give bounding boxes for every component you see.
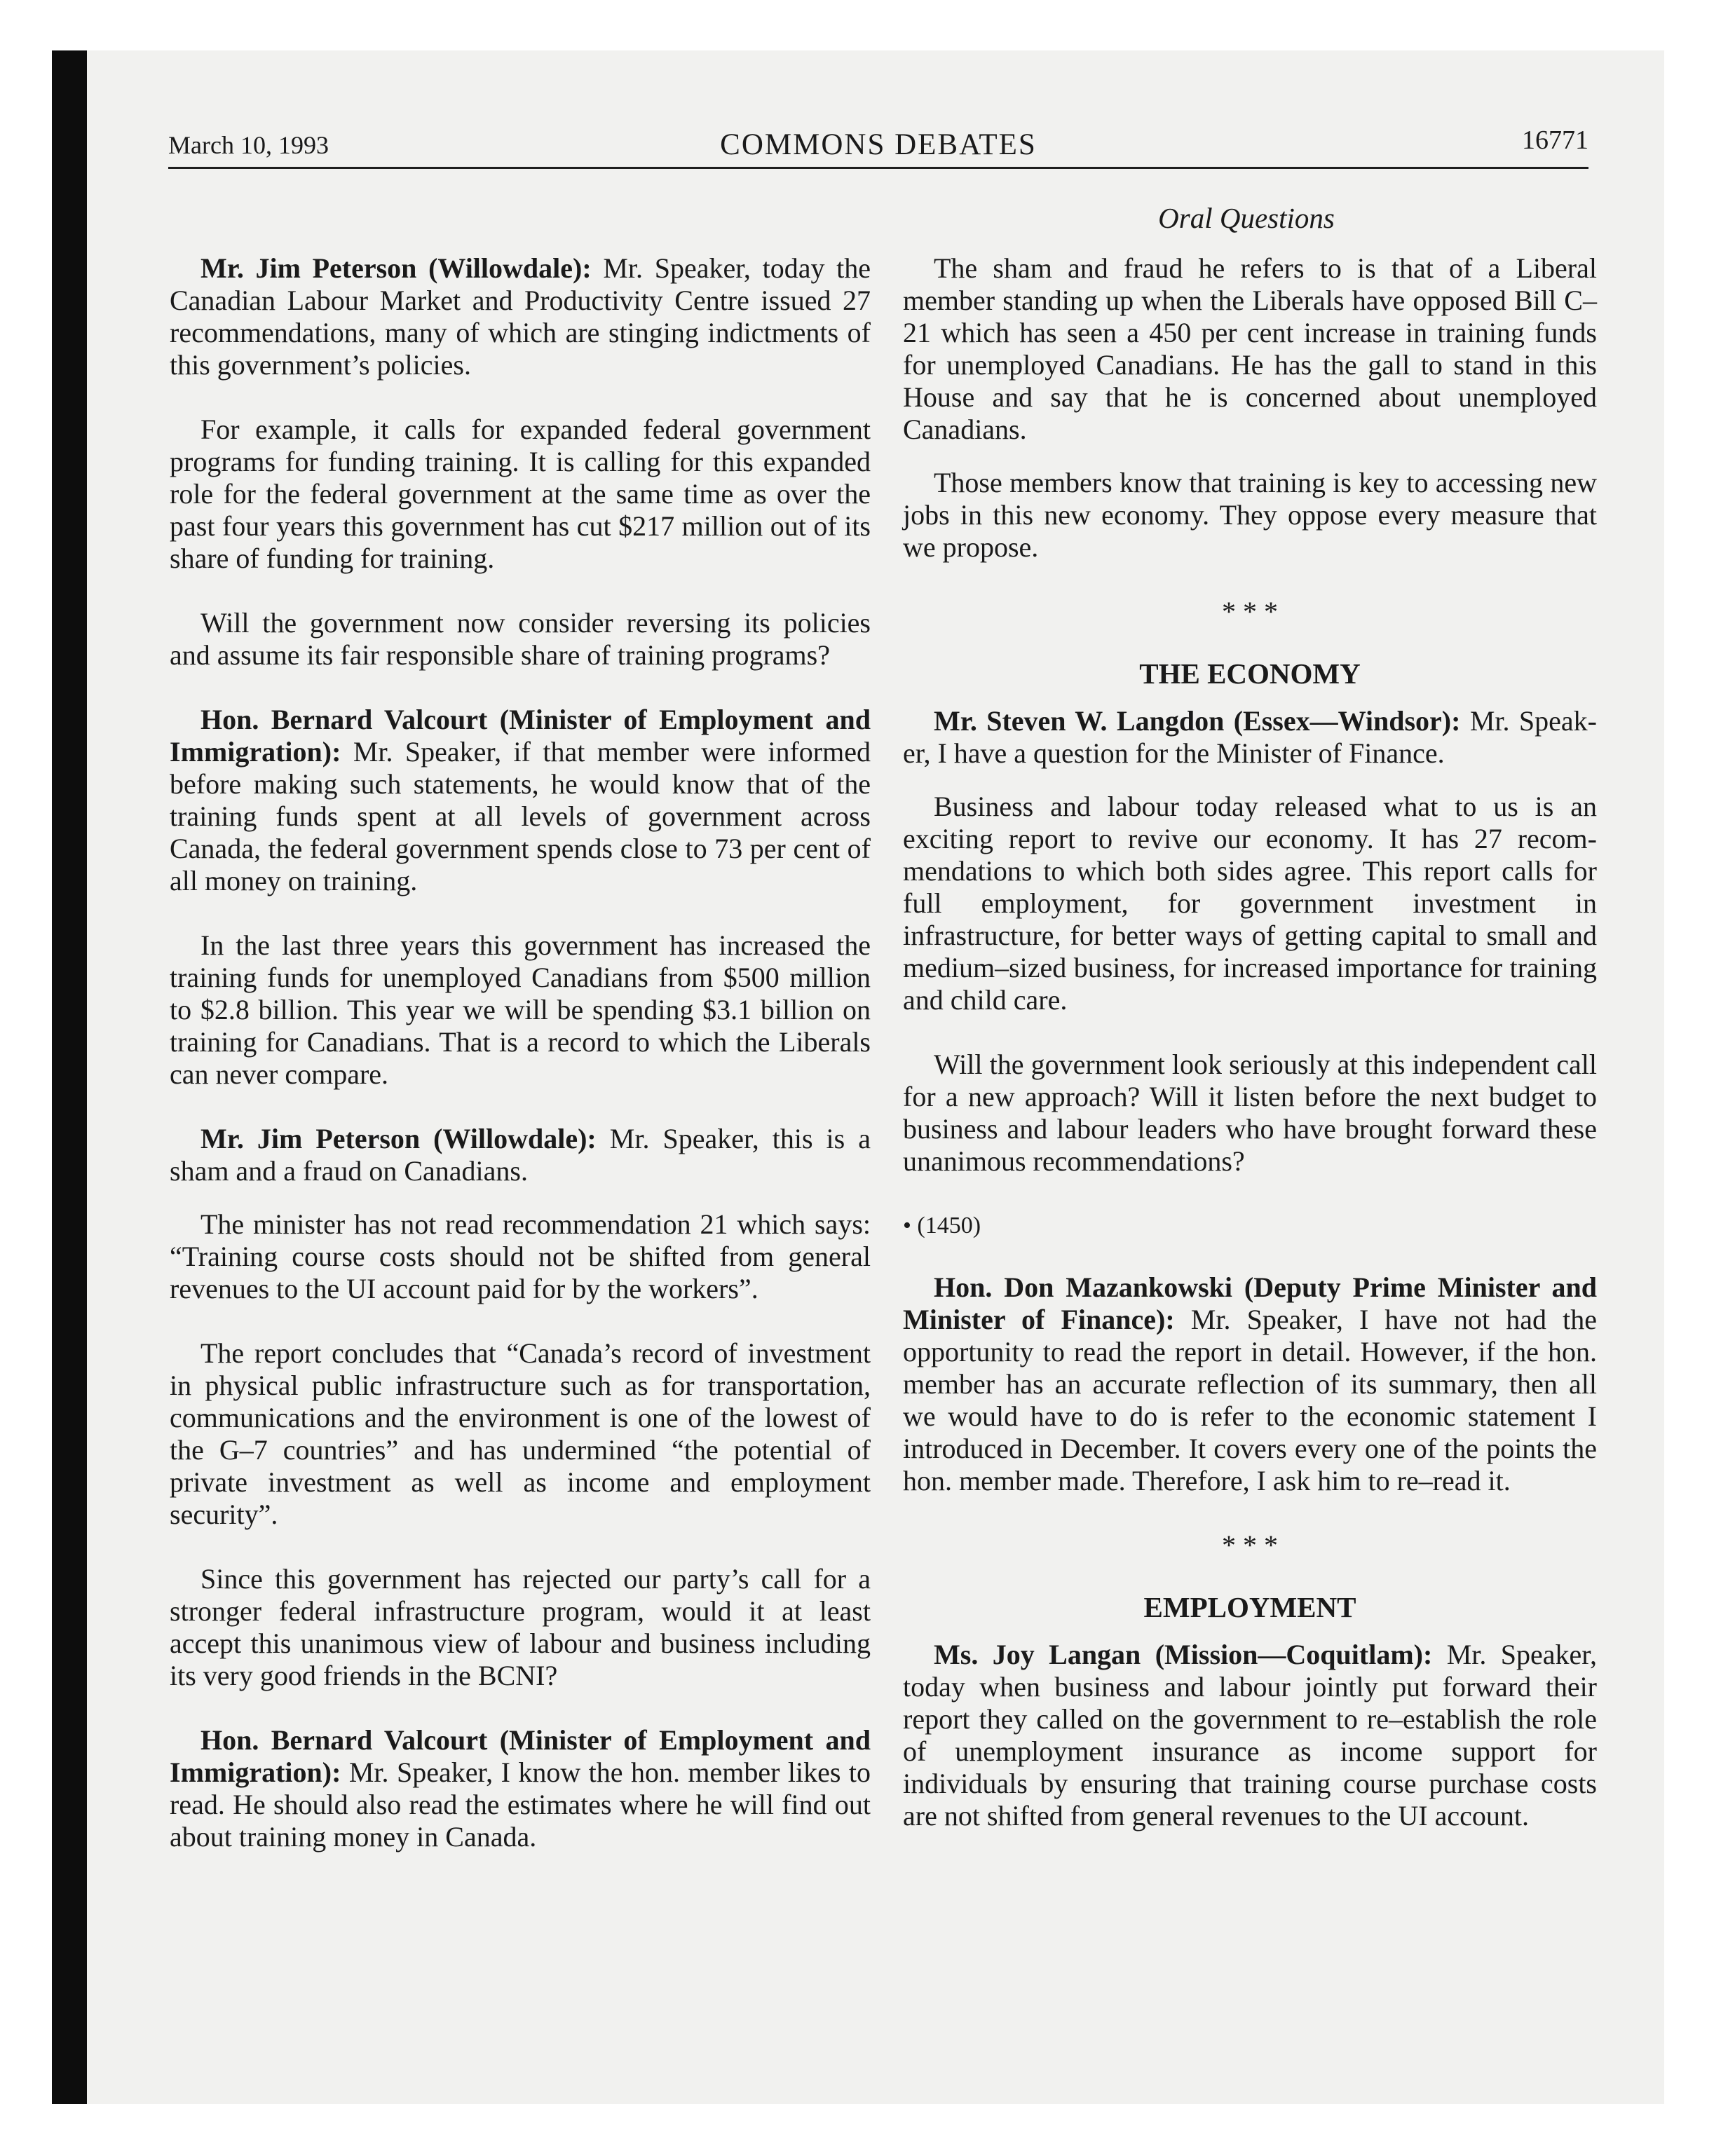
paragraph-text: Business and labour today released what to us is an exciting report to revive our economy. It has 27 recommendations to which both sides agree. This report calls for full employment, for government investment in infrastructure, for better ways of getting capital to small and medium–sized business, for increased importance for training and child care. xyxy=(903,791,1597,1016)
running-header xyxy=(168,125,1588,167)
paragraph-text: The report concludes that “Canada’s record of investment in physical public infrastructure such as for transportation, communications and the environment is one of the lowest of the G–7 countries” and has undermined “the potential of private investment as well as income and employment security”. xyxy=(170,1337,871,1530)
paragraph-text: Mr. Speaker, today the Canadian Labour Market and Productivity Centre issued 27 recommendations, many of which are stinging indictments of this government’s policies. xyxy=(170,252,871,381)
paragraph xyxy=(903,252,1597,446)
section-heading: THE ECONOMY xyxy=(1139,657,1361,690)
paragraph-text: Mr. Speaker, I have a question for the Minister of Finance. xyxy=(903,705,1597,769)
speaker-name: Mr. Jim Peterson (Willowdale): xyxy=(200,1123,597,1154)
paragraph xyxy=(903,705,1597,770)
header-title: COMMONS DEBATES xyxy=(720,128,1037,161)
paragraph-text: Mr. Speaker, this is a sham and a fraud on Canadians. xyxy=(170,1123,871,1187)
header-rule xyxy=(168,167,1588,169)
paragraph-text: Those members know that training is key to accessing new jobs in this new economy. They oppose every measure that we propose. xyxy=(903,467,1597,563)
paragraph-text: The minister has not read recommendation 21 which says: “Training course costs should not be shifted from general revenues to the UI account paid for by the workers”. xyxy=(170,1208,871,1304)
paragraph-text: Mr. Speaker, today when business and labour jointly put forward their report they called on the government to re–establish the role of unemployment insurance as income support for individuals by ensuring that training course purchase costs are not shifted from general revenues to the UI account. xyxy=(903,1639,1597,1831)
paragraph xyxy=(170,1208,871,1305)
section-label: Oral Questions xyxy=(1158,202,1335,234)
speaker-name: Mr. Jim Peterson (Willowdale): xyxy=(200,252,592,284)
time-marker: • (1450) xyxy=(903,1213,981,1239)
paragraph xyxy=(170,1337,871,1531)
paragraph-text: Since this government has rejected our party’s call for a stronger federal infrastructure program, would it at least accept this unanimous view of labour and business including its very good friends in the BCNI? xyxy=(170,1563,871,1691)
paragraph xyxy=(170,1563,871,1692)
header-date: March 10, 1993 xyxy=(168,131,329,159)
paragraph xyxy=(170,1724,871,1853)
paragraph xyxy=(170,414,871,575)
paragraph xyxy=(170,1123,871,1187)
page-number: 16771 xyxy=(1522,125,1588,155)
section-separator: * * * xyxy=(1222,1529,1278,1561)
paragraph-text: For example, it calls for expanded federal government programs for funding training. It is calling for this expanded role for the federal government at the same time as over the past four years this government has cut $217 million out of its share of funding for training. xyxy=(170,414,871,574)
paragraph xyxy=(170,929,871,1091)
speaker-name: Ms. Joy Langan (Mission—Coquitlam): xyxy=(934,1639,1433,1670)
paragraph xyxy=(903,791,1597,1016)
paragraph xyxy=(903,1271,1597,1497)
speaker-name: Hon. Bernard Valcourt (Minister of Employment and Immigration): xyxy=(170,704,871,767)
speaker-name: Hon. Don Mazankowski (Deputy Prime Minister and Minister of Finance): xyxy=(903,1271,1597,1335)
paragraph-text: Mr. Speaker, I have not had the opportunity to read the report in detail. However, if the hon. member has an accurate reflection of its summary, then all we would have to do is refer to the economic statement I introduced in December. It covers every one of the points the hon. member made. Therefore, I ask him to re–read it. xyxy=(903,1304,1597,1496)
section-heading: EMPLOYMENT xyxy=(1143,1591,1356,1623)
scan-border xyxy=(52,50,87,2104)
paragraph-text: Mr. Speaker, I know the hon. member likes to read. He should also read the estimates where he will find out about training money in Canada. xyxy=(170,1756,871,1853)
speaker-name: Hon. Bernard Valcourt (Minister of Employment and Immigration): xyxy=(170,1724,871,1788)
paragraph-text: Will the government look seriously at this independent call for a new approach? Will it listen before the next budget to business and labour leaders who have brought forward these unanimous recommendations? xyxy=(903,1049,1597,1177)
speaker-name: Mr. Steven W. Langdon (Essex—Windsor): xyxy=(934,705,1461,737)
paragraph xyxy=(903,467,1597,564)
paragraph xyxy=(170,607,871,671)
paragraph xyxy=(903,1049,1597,1178)
paragraph-text: In the last three years this government has increased the training funds for unemployed Canadians from $500 million to $2.8 billion. This year we will be spending $3.1 billion on training for Canadians. That is a record to which the Liberals can never compare. xyxy=(170,929,871,1090)
paragraph-text: The sham and fraud he refers to is that of a Liberal member standing up when the Liberals have opposed Bill C–21 which has seen a 450 per cent increase in training funds for unemployed Canadians. He has the gall to stand in this House and say that he is concerned about unemployed Canadians. xyxy=(903,252,1597,445)
paragraph-text: Mr. Speaker, if that member were informed before making such statements, he would know that of the training funds spent at all levels of government across Canada, the federal government spends close to 73 per cent of all money on training. xyxy=(170,736,871,896)
paragraph xyxy=(170,252,871,381)
right-column xyxy=(903,252,1597,1864)
paragraph xyxy=(170,704,871,897)
paragraph-text: Will the government now consider reversing its policies and assume its fair responsible share of training programs? xyxy=(170,607,871,671)
section-separator: * * * xyxy=(1222,596,1278,627)
left-column xyxy=(170,252,871,1885)
paragraph xyxy=(903,1639,1597,1832)
